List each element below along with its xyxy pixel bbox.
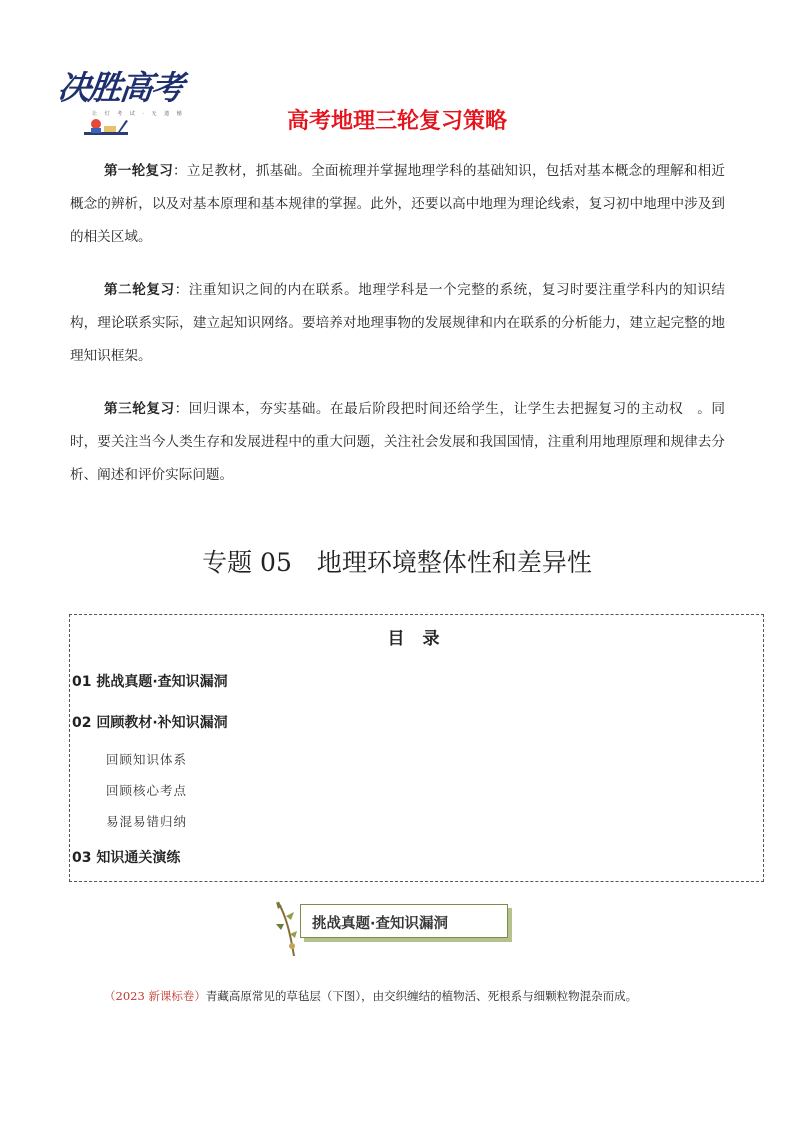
strategy-paragraph-3 bbox=[70, 393, 725, 492]
toc-item-01[interactable]: 01 挑战真题·查知识漏洞 bbox=[72, 674, 228, 690]
toc-subitem-common-mistakes[interactable]: 易混易错归纳 bbox=[106, 814, 188, 829]
question-source: （2023 新课标卷） bbox=[104, 989, 206, 1003]
logo-text: 决胜高考 bbox=[55, 68, 184, 107]
section-banner bbox=[272, 898, 522, 958]
toc-subitem-core-points[interactable]: 回顾核心考点 bbox=[106, 783, 188, 798]
strategy-paragraph-2 bbox=[70, 274, 725, 373]
strategy-label: 第二轮复习 bbox=[104, 282, 175, 298]
table-of-contents bbox=[69, 614, 764, 882]
strategy-text: ：立足教材，抓基础。全面梳理并掌握地理学科的基础知识，包括对基本概念的理解和相近概念的辨析，以及对基本原理和基本规律的掌握。此外，还要以高中地理为理论线索，复习初中地理中涉及到的相关区域。 bbox=[70, 163, 726, 245]
question-text: 青藏高原常见的草毡层（下图），由交织缠结的植物活、死根系与细颗粒物混杂而成。 bbox=[205, 989, 638, 1003]
question-intro bbox=[104, 988, 637, 1004]
strategy-label: 第一轮复习 bbox=[104, 163, 174, 179]
strategy-text: ：注重知识之间的内在联系。地理学科是一个完整的系统，复习时要注重学科内的知识结构，理论联系实际，建立起知识网络。要培养对地理事物的发展规律和内在联系的分析能力，建立起完整的地理知识框架。 bbox=[70, 282, 726, 364]
strategy-text: ：回归课本，夯实基础。在最后阶段把时间还给学生，让学生去把握复习的主动权 。同时，要关注当今人类生存和发展进程中的重大问题，关注社会发展和我国国情，注重利用地理原理和规律去分析、阐述和评价实际问题。 bbox=[70, 401, 726, 483]
strategy-paragraph-1 bbox=[70, 155, 725, 254]
logo-tagline: 让 灯 考 试 · 无 遗 憾 bbox=[92, 111, 185, 117]
banner-label: 挑战真题·查知识漏洞 bbox=[312, 916, 449, 932]
toc-heading: 目 录 bbox=[387, 629, 446, 649]
toc-item-02[interactable]: 02 回顾教材·补知识漏洞 bbox=[72, 715, 228, 731]
strategy-label: 第三轮复习 bbox=[104, 401, 175, 417]
toc-subitem-knowledge-system[interactable]: 回顾知识体系 bbox=[106, 752, 188, 767]
toc-item-03[interactable]: 03 知识通关演练 bbox=[72, 850, 181, 866]
document-title: 高考地理三轮复习策略 bbox=[286, 109, 507, 134]
topic-title: 专题 05 地理环境整体性和差异性 bbox=[202, 548, 592, 577]
